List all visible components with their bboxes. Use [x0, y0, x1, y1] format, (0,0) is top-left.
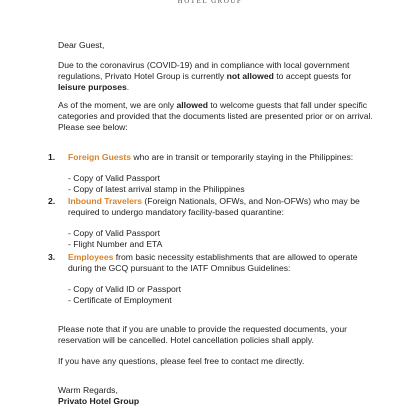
requirement-item: - Certificate of Employment	[68, 295, 172, 305]
closing: Warm Regards,	[58, 385, 118, 395]
category-inbound-travelers	[48, 196, 378, 250]
intro-end: .	[126, 82, 130, 92]
questions-line: If you have any questions, please feel free to contact me directly.	[58, 356, 305, 366]
allowed-text-2: to welcome guests that fall under specific categories and provided that the documents listed are presented prior or on arrival. Please see below:	[58, 100, 373, 132]
leisure-purposes-text: leisure purposes	[58, 82, 127, 92]
category-description: from basic necessity establishments that are allowed to operate during the GCQ pursuant to the IATF Omnibus Guidelines:	[68, 252, 358, 273]
requirement-item: - Copy of latest arrival stamp in the Philippines	[68, 184, 245, 194]
category-foreign-guests	[48, 152, 378, 195]
intro-text: Due to the coronavirus (COVID-19) and in compliance with local government regulations, Privato Hotel Group is currently	[58, 60, 350, 81]
requirement-item: - Copy of Valid ID or Passport	[68, 284, 182, 294]
category-title: Inbound Travelers	[68, 196, 143, 206]
intro-text-2: to accept guests for	[273, 71, 352, 81]
category-heading	[48, 196, 378, 218]
signature: Privato Hotel Group	[58, 396, 140, 406]
category-description: who are in transit or temporarily staying in the Philippines:	[131, 152, 354, 162]
allowed-bold-text: allowed	[176, 100, 208, 110]
requirement-item: - Copy of Valid Passport	[68, 173, 161, 183]
cancellation-note: Please note that if you are unable to provide the requested documents, your reservation will be cancelled. Hotel cancellation policies shall apply.	[58, 324, 348, 345]
allowed-paragraph	[58, 100, 378, 133]
category-heading	[48, 152, 378, 163]
category-description: (Foreign Nationals, OFWs, and Non-OFWs) who may be required to undergo mandatory facility-based quarantine:	[68, 196, 360, 217]
requirement-item: - Flight Number and ETA	[68, 239, 163, 249]
allowed-text: As of the moment, we are only	[58, 100, 177, 110]
category-number: 3.	[48, 252, 56, 262]
category-title: Foreign Guests	[68, 152, 132, 162]
not-allowed-text: not allowed	[226, 71, 274, 81]
category-number: 2.	[48, 196, 56, 206]
category-number: 1.	[48, 152, 56, 162]
letterhead-brand: HOTEL GROUP	[177, 0, 243, 5]
category-title: Employees	[68, 252, 114, 262]
salutation: Dear Guest,	[58, 40, 105, 50]
category-employees	[48, 252, 378, 306]
requirement-item: - Copy of Valid Passport	[68, 228, 161, 238]
intro-paragraph	[58, 60, 378, 93]
category-heading	[48, 252, 378, 274]
